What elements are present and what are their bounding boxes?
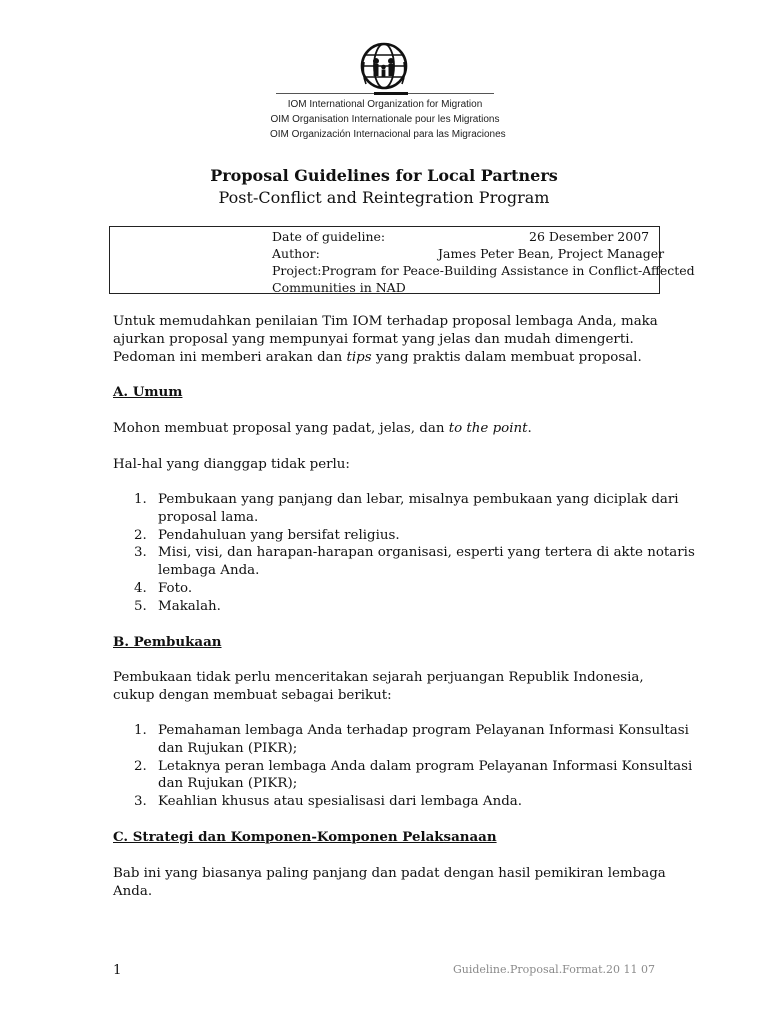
- section-a-text-2: .: [527, 421, 532, 436]
- list-item-number: 5.: [134, 598, 147, 614]
- intro-text-2: yang praktis dalam membuat proposal.: [371, 349, 642, 365]
- section-a-text-1: Mohon membuat proposal yang padat, jelas, dan: [113, 421, 449, 436]
- intro-text-1: Untuk memudahkan penilaian Tim IOM terhadap proposal lembaga Anda, maka ajurkan proposal yang mempunyai format yang jelas dan mudah dimengerti. Pedoman ini memberi arakan dan: [113, 314, 658, 365]
- section-b-list: [113, 722, 718, 811]
- list-item-number: 4.: [134, 580, 147, 596]
- project-line-2: Communities in NAD: [272, 280, 406, 295]
- list-item-number: 3.: [134, 545, 147, 561]
- list-item-text: Misi, visi, dan harapan-harapan organisasi, esperti yang tertera di akte notaris lembaga Anda.: [158, 545, 695, 579]
- list-item-number: 2.: [134, 758, 147, 774]
- list-item-number: 1.: [134, 492, 147, 507]
- list-item: [134, 722, 718, 758]
- list-item: [134, 580, 718, 598]
- list-item-text: Keahlian khusus atau spesialisasi dari lembaga Anda.: [158, 794, 523, 810]
- list-item: [134, 758, 718, 794]
- list-item-text: Foto.: [158, 580, 193, 596]
- org-name-es: OIM Organización Internacional para las Migraciones: [270, 129, 506, 140]
- section-a-list: [113, 491, 718, 616]
- list-item-text: Pemahaman lembaga Anda terhadap program Pelayanan Informasi Konsultasi dan Rujukan (PIKR);: [158, 723, 689, 756]
- date-row: [272, 228, 650, 245]
- list-item-number: 1.: [134, 723, 147, 738]
- list-item: [134, 544, 718, 580]
- section-b-heading: B. Pembukaan: [113, 634, 222, 650]
- list-item-text: Pembukaan yang panjang dan lebar, misalnya pembukaan yang diciplak dari proposal lama.: [158, 492, 679, 525]
- intro-italic: tips: [346, 349, 372, 365]
- letterhead-rule-accent: [374, 92, 408, 95]
- organization-names: [270, 97, 506, 142]
- author-value: James Peter Bean, Project Manager: [438, 246, 665, 261]
- date-label: Date of guideline:: [272, 229, 386, 244]
- iom-logo-icon: [358, 40, 410, 92]
- guideline-info-box: [109, 226, 695, 295]
- date-value: 26 Desember 2007: [529, 229, 650, 244]
- document-reference: Guideline.Proposal.Format.20 11 07: [452, 963, 655, 976]
- section-c-heading: C. Strategi dan Komponen-Komponen Pelaksanaan: [113, 829, 497, 845]
- author-label: Author:: [272, 246, 320, 261]
- section-c-paragraph: Bab ini yang biasanya paling panjang dan padat dengan hasil pemikiran lembaga Anda.: [113, 866, 666, 899]
- list-item: [134, 598, 718, 616]
- project-line-1: Project:Program for Peace-Building Assistance in Conflict-Affected: [272, 263, 695, 278]
- section-a-heading: A. Umum: [113, 384, 183, 400]
- author-row: [272, 245, 665, 262]
- section-b-paragraph: Pembukaan tidak perlu menceritakan sejarah perjuangan Republik Indonesia, cukup dengan membuat sebagai berikut:: [113, 670, 644, 703]
- list-item-text: Letaknya peran lembaga Anda dalam program Pelayanan Informasi Konsultasi dan Rujukan (PIKR);: [158, 758, 693, 792]
- section-a-paragraph-1: [113, 420, 673, 438]
- list-item: [134, 793, 718, 811]
- list-item: [134, 527, 718, 545]
- section-a-paragraph-2: Hal-hal yang dianggap tidak perlu:: [113, 457, 350, 472]
- page-number: 1: [113, 963, 122, 978]
- org-name-fr: OIM Organisation Internationale pour les Migrations: [270, 114, 500, 125]
- list-item-text: Makalah.: [158, 598, 221, 614]
- list-item: [134, 491, 718, 527]
- list-item-number: 3.: [134, 794, 147, 810]
- intro-paragraph: [113, 313, 673, 366]
- list-item-number: 2.: [134, 527, 147, 543]
- org-name-en: IOM International Organization for Migration: [287, 99, 483, 110]
- list-item-text: Pendahuluan yang bersifat religius.: [158, 527, 400, 543]
- document-title: Proposal Guidelines for Local Partners: [210, 166, 558, 185]
- section-a-italic: to the point: [448, 421, 528, 436]
- document-subtitle: Post-Conflict and Reintegration Program: [218, 188, 550, 207]
